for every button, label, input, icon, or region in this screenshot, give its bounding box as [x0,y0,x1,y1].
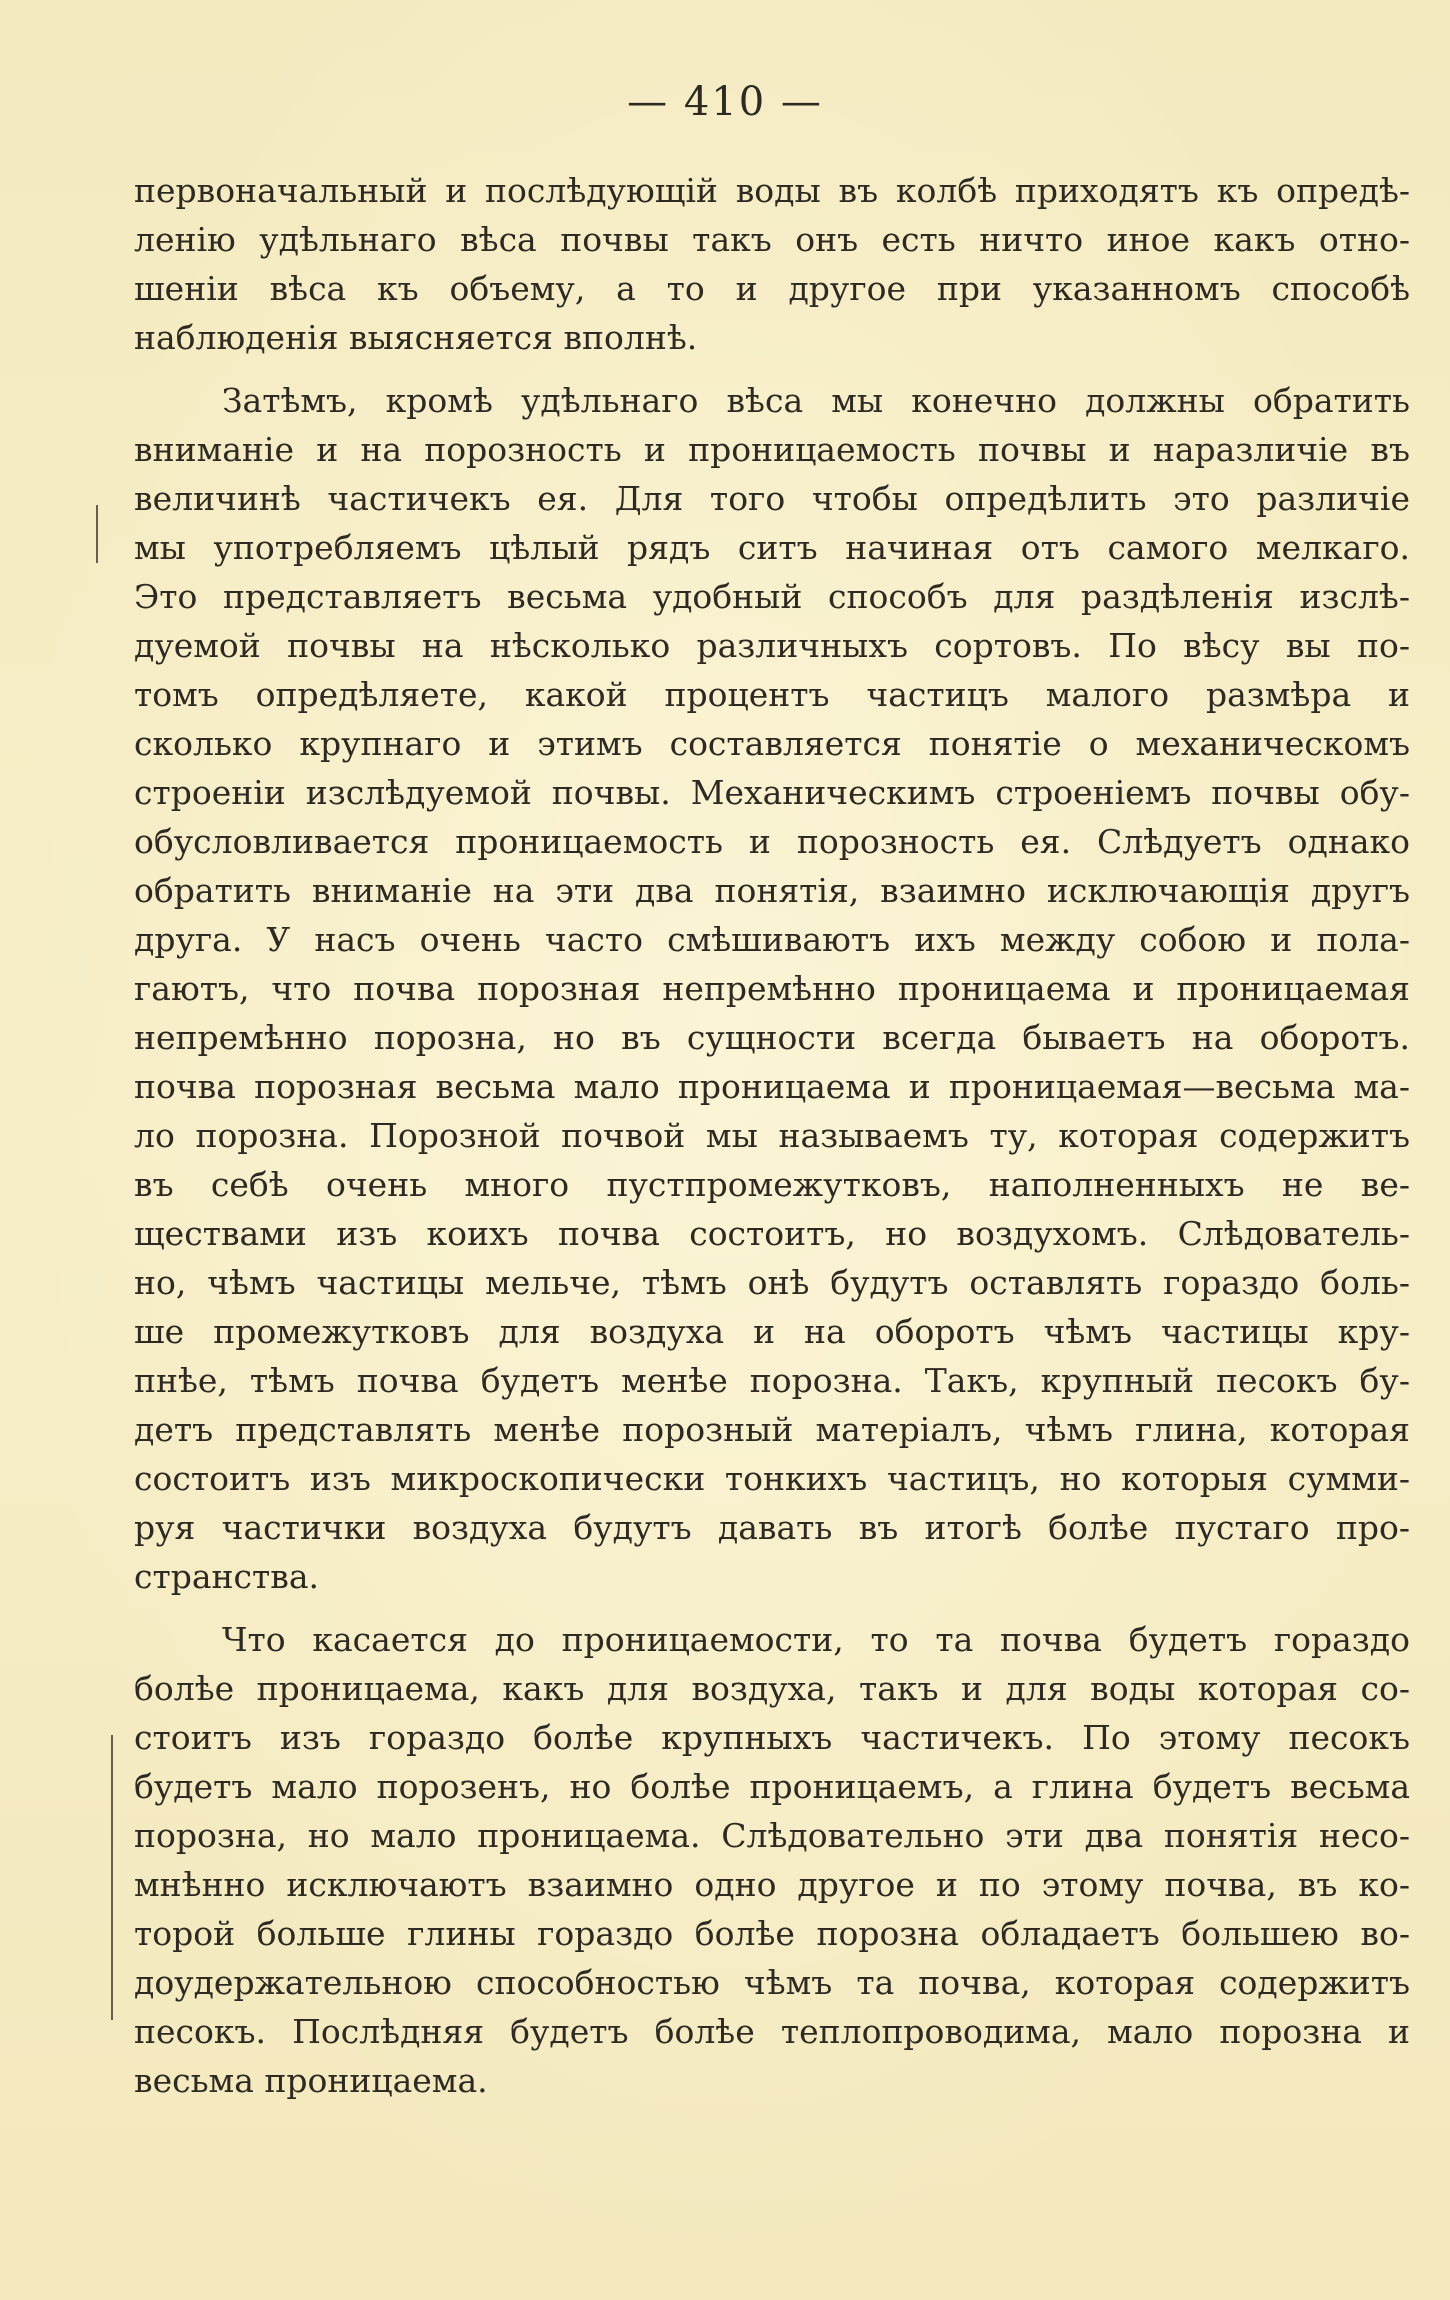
text-line: сколько крупнаго и этимъ составляется понятіе о механическомъ [134,724,1410,763]
text-line: ленію удѣльнаго вѣса почвы такъ онъ есть ничто иное какъ отно- [134,220,1410,259]
text-line: торой больше глины гораздо болѣе порозна обладаетъ большею во- [134,1914,1410,1953]
text-line: болѣе проницаема, какъ для воздуха, такъ и для воды которая со- [134,1669,1410,1708]
text-line: ше промежутковъ для воздуха и на оборотъ чѣмъ частицы кру- [134,1312,1410,1351]
page-number: — 410 — [627,79,823,125]
margin-mark-long [111,1735,113,2020]
text-line: вниманіе и на порозность и проницаемость почвы и наразличіе въ [134,430,1410,469]
text-line: мнѣнно исключаютъ взаимно одно другое и по этому почва, въ ко- [134,1865,1410,1904]
text-line: странства. [134,1557,320,1596]
text-line: песокъ. Послѣдняя будетъ болѣе теплопроводима, мало порозна и [134,2012,1410,2051]
text-line: пнѣе, тѣмъ почва будетъ менѣе порозна. Такъ, крупный песокъ бу- [134,1361,1410,1400]
text-line: Затѣмъ, кромѣ удѣльнаго вѣса мы конечно должны обратить [222,381,1410,420]
text-line: ло порозна. Порозной почвой мы называемъ ту, которая содержитъ [134,1116,1410,1155]
text-line: гаютъ, что почва порозная непремѣнно проницаема и проницаемая [134,969,1410,1008]
text-line: мы употребляемъ цѣлый рядъ ситъ начиная отъ самого мелкаго. [134,528,1410,567]
text-line: строеніи изслѣдуемой почвы. Механическимъ строеніемъ почвы обу- [134,773,1410,812]
text-line: руя частички воздуха будутъ давать въ итогѣ болѣе пустаго про- [134,1508,1410,1547]
text-line: обратить вниманіе на эти два понятія, взаимно исключающія другъ [134,871,1410,910]
text-line: непремѣнно порозна, но въ сущности всегда бываетъ на оборотъ. [134,1018,1410,1057]
text-line: наблюденія выясняется вполнѣ. [134,318,698,357]
text-line: Что касается до проницаемости, то та почва будетъ гораздо [222,1620,1410,1659]
text-line: доудержательною способностью чѣмъ та почва, которая содержитъ [134,1963,1410,2002]
body-text [134,166,1410,2105]
text-line: обусловливается проницаемость и порозность ея. Слѣдуетъ однако [134,822,1410,861]
text-line: Это представляетъ весьма удобный способъ для раздѣленія изслѣ- [134,577,1410,616]
text-line: величинѣ частичекъ ея. Для того чтобы опредѣлить это различіе [134,479,1410,518]
text-line: будетъ мало порозенъ, но болѣе проницаемъ, а глина будетъ весьма [134,1767,1410,1806]
text-line: состоитъ изъ микроскопически тонкихъ частицъ, но которыя сумми- [134,1459,1410,1498]
text-line: первоначальный и послѣдующій воды въ колбѣ приходятъ къ опредѣ- [134,171,1410,210]
text-line: весьма проницаема. [134,2061,488,2100]
text-line: стоитъ изъ гораздо болѣе крупныхъ частичекъ. По этому песокъ [134,1718,1410,1757]
text-line: въ себѣ очень много пустпромежутковъ, наполненныхъ не ве- [134,1165,1410,1204]
paragraph-2 [134,376,1410,1601]
text-line: но, чѣмъ частицы мельче, тѣмъ онѣ будутъ оставлять гораздо боль- [134,1263,1410,1302]
text-line: друга. У насъ очень часто смѣшиваютъ ихъ между собою и пола- [134,920,1410,959]
margin-mark-short [96,505,98,563]
text-line: порозна, но мало проницаема. Слѣдовательно эти два понятія несо- [134,1816,1410,1855]
text-line: томъ опредѣляете, какой процентъ частицъ малого размѣра и [134,675,1410,714]
paragraph-1 [134,166,1410,362]
text-line: детъ представлять менѣе порозный матеріалъ, чѣмъ глина, которая [134,1410,1410,1449]
text-line: шеніи вѣса къ объему, а то и другое при указанномъ способѣ [134,269,1410,308]
text-line: дуемой почвы на нѣсколько различныхъ сортовъ. По вѣсу вы по- [134,626,1410,665]
text-line: почва порозная весьма мало проницаема и проницаемая—весьма ма- [134,1067,1410,1106]
paragraph-3 [134,1615,1410,2105]
text-line: ществами изъ коихъ почва состоитъ, но воздухомъ. Слѣдователь- [134,1214,1410,1253]
